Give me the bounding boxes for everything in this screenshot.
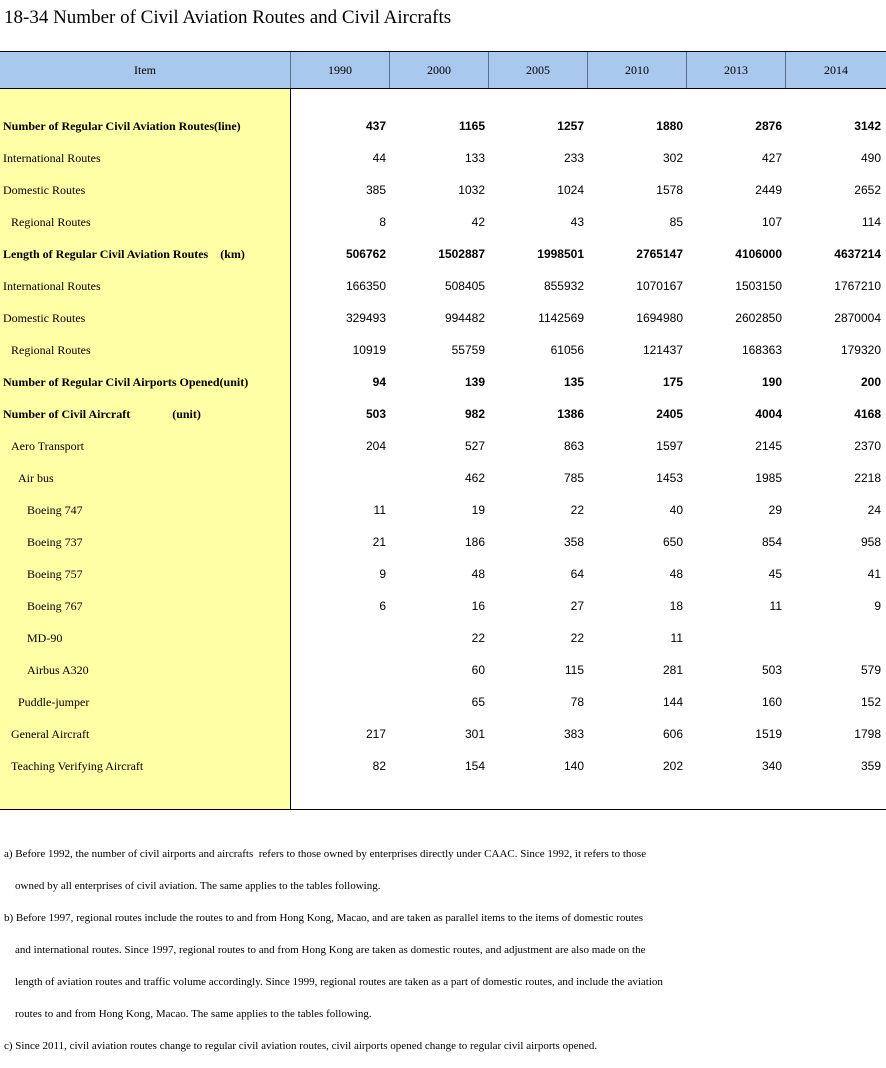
row-label: Boeing 747 (27, 503, 83, 517)
table-row (0, 142, 886, 174)
footnote-line: owned by all enterprises of civil aviation. The same applies to the tables following. (4, 880, 381, 892)
table-cell: 301 (464, 727, 485, 741)
table-row (0, 462, 886, 494)
table-cell: 27 (570, 599, 584, 613)
row-label: General Aircraft (11, 727, 90, 741)
table-cell: 462 (464, 471, 485, 485)
row-label: Domestic Routes (3, 183, 86, 197)
table-cell: 11 (769, 599, 782, 613)
table-cell: 385 (365, 183, 386, 197)
table-row (0, 686, 886, 718)
table-cell: 1519 (755, 727, 782, 741)
data-table (0, 51, 886, 773)
row-label: Puddle-jumper (18, 695, 90, 709)
table-cell: 650 (662, 535, 683, 549)
table-row (0, 334, 886, 366)
table-row (0, 558, 886, 590)
table-cell: 140 (563, 759, 584, 773)
table-cell: 1694980 (636, 311, 683, 325)
table-cell: 2145 (755, 439, 782, 453)
table-cell: 11 (670, 631, 683, 645)
table-cell: 503 (365, 407, 386, 421)
footnote-line: b) Before 1997, regional routes include the routes to and from Hong Kong, Macao, and are taken as parallel items to the items of domestic routes (4, 912, 644, 924)
table-cell: 144 (662, 695, 683, 709)
row-label: Number of Regular Civil Airports Opened(unit) (3, 375, 249, 389)
table-cell: 437 (365, 119, 386, 133)
row-label: Teaching Verifying Aircraft (11, 759, 144, 773)
table-cell: 863 (563, 439, 584, 453)
table-cell: 1767210 (834, 279, 881, 293)
table-row (0, 750, 886, 782)
table-cell: 179320 (840, 343, 881, 357)
table-row (0, 238, 886, 270)
row-label: Number of Regular Civil Aviation Routes(line) (3, 119, 241, 133)
table-cell: 982 (464, 407, 485, 421)
row-label: Boeing 767 (27, 599, 83, 613)
table-row (0, 590, 886, 622)
table-cell: 1257 (557, 119, 584, 133)
table-row (0, 526, 886, 558)
table-cell: 48 (669, 567, 683, 581)
page-title: 18-34 Number of Civil Aviation Routes and Civil Aircrafts (4, 7, 452, 28)
table-cell: 2602850 (735, 311, 782, 325)
row-label: Regional Routes (11, 343, 91, 357)
table-cell: 154 (464, 759, 485, 773)
table-cell: 22 (471, 631, 485, 645)
table-cell: 1985 (755, 471, 782, 485)
table-row (0, 366, 886, 398)
table-cell: 302 (662, 151, 683, 165)
table-cell: 508405 (444, 279, 485, 293)
table-cell: 383 (563, 727, 584, 741)
table-cell: 506762 (345, 247, 386, 261)
table-cell: 202 (662, 759, 683, 773)
table-cell: 994482 (444, 311, 485, 325)
table-header (0, 51, 886, 89)
table-cell: 3142 (854, 119, 881, 133)
table-row (0, 302, 886, 334)
table-cell: 427 (761, 151, 782, 165)
table-cell: 10919 (352, 343, 386, 357)
table-cell: 41 (867, 567, 881, 581)
table-cell: 82 (372, 759, 386, 773)
footnote-line: routes to and from Hong Kong, Macao. The same applies to the tables following. (4, 1008, 372, 1020)
row-label: Boeing 737 (27, 535, 83, 549)
table-cell: 2449 (755, 183, 782, 197)
table-cell: 61056 (550, 343, 584, 357)
row-label: Number of Civil Aircraft (unit) (3, 407, 201, 421)
table-cell: 359 (860, 759, 881, 773)
table-cell: 18 (669, 599, 683, 613)
table-cell: 186 (464, 535, 485, 549)
table-cell: 4004 (755, 407, 782, 421)
header-item: Item (0, 52, 291, 88)
table-cell: 1142569 (538, 311, 584, 325)
table-cell: 1024 (557, 183, 584, 197)
table-row (0, 718, 886, 750)
table-cell: 8 (379, 215, 386, 229)
table-cell: 29 (768, 503, 782, 517)
header-year: 2013 (687, 52, 786, 88)
footnote-line: and international routes. Since 1997, regional routes to and from Hong Kong are taken as domestic routes, and adjustment are also made on the (4, 944, 646, 956)
table-cell: 152 (860, 695, 881, 709)
table-cell: 168363 (741, 343, 782, 357)
table-cell: 204 (365, 439, 386, 453)
table-cell: 2652 (854, 183, 881, 197)
table-row (0, 174, 886, 206)
table-cell: 1597 (656, 439, 683, 453)
table-cell: 133 (464, 151, 485, 165)
table-row (0, 622, 886, 654)
table-cell: 503 (761, 663, 782, 677)
table-cell: 855932 (543, 279, 584, 293)
table-cell: 1578 (656, 183, 683, 197)
table-cell: 11 (373, 503, 386, 517)
row-label: International Routes (3, 279, 101, 293)
table-cell: 107 (761, 215, 782, 229)
table-cell: 2405 (656, 407, 683, 421)
table-cell: 1880 (656, 119, 683, 133)
table-cell: 94 (372, 375, 386, 389)
table-cell: 9 (379, 567, 386, 581)
table-row (0, 270, 886, 302)
table-cell: 281 (662, 663, 683, 677)
table-cell: 4168 (854, 407, 881, 421)
table-cell: 854 (761, 535, 782, 549)
table-cell: 19 (471, 503, 485, 517)
table-cell: 785 (563, 471, 584, 485)
table-cell: 42 (471, 215, 485, 229)
table-cell: 4106000 (735, 247, 782, 261)
table-cell: 9 (874, 599, 881, 613)
table-cell: 1032 (458, 183, 485, 197)
table-cell: 43 (570, 215, 584, 229)
table-row (0, 110, 886, 142)
table-row (0, 494, 886, 526)
table-cell: 2870004 (834, 311, 881, 325)
table-cell: 44 (372, 151, 386, 165)
table-cell: 2876 (755, 119, 782, 133)
table-cell: 233 (563, 151, 584, 165)
header-year: 2005 (489, 52, 588, 88)
table-cell: 1798 (854, 727, 881, 741)
row-label: Length of Regular Civil Aviation Routes (km) (3, 247, 245, 261)
table-cell: 121437 (642, 343, 683, 357)
table-cell: 1453 (656, 471, 683, 485)
row-label: Regional Routes (11, 215, 91, 229)
table-cell: 60 (471, 663, 485, 677)
table-cell: 2765147 (636, 247, 683, 261)
table-row (0, 654, 886, 686)
table-cell: 579 (860, 663, 881, 677)
row-label: Aero Transport (11, 439, 85, 453)
table-cell: 139 (464, 375, 485, 389)
table-cell: 490 (860, 151, 881, 165)
table-cell: 175 (662, 375, 683, 389)
table-row (0, 398, 886, 430)
table-cell: 115 (564, 663, 584, 677)
row-label: Boeing 757 (27, 567, 83, 581)
table-cell: 527 (464, 439, 485, 453)
row-label: International Routes (3, 151, 101, 165)
table-cell: 166350 (345, 279, 386, 293)
table-cell: 190 (761, 375, 782, 389)
table-cell: 45 (768, 567, 782, 581)
footnote-line: c) Since 2011, civil aviation routes change to regular civil aviation routes, civil airports opened change to regular civil airports opened. (4, 1040, 598, 1052)
table-cell: 48 (471, 567, 485, 581)
footnote-line: a) Before 1992, the number of civil airports and aircrafts refers to those owned by enterprises directly under CAAC. Since 1992, it refers to those (4, 848, 647, 860)
row-label: Air bus (18, 471, 54, 485)
table-cell: 217 (365, 727, 386, 741)
table-cell: 606 (662, 727, 683, 741)
table-body (0, 89, 886, 810)
table-row (0, 430, 886, 462)
table-cell: 135 (563, 375, 584, 389)
table-cell: 24 (867, 503, 881, 517)
table-cell: 340 (761, 759, 782, 773)
table-cell: 358 (563, 535, 584, 549)
table-cell: 160 (761, 695, 782, 709)
table-cell: 1503150 (735, 279, 782, 293)
header-year: 2010 (588, 52, 687, 88)
footnote-line: length of aviation routes and traffic volume accordingly. Since 1999, regional routes are taken as a part of domestic routes, and include the aviation (4, 976, 663, 988)
table-cell: 1502887 (438, 247, 485, 261)
header-year: 2000 (390, 52, 489, 88)
table-cell: 65 (471, 695, 485, 709)
header-year: 2014 (824, 63, 848, 77)
table-row (0, 206, 886, 238)
table-cell: 114 (861, 215, 881, 229)
table-cell: 78 (570, 695, 584, 709)
table-cell: 16 (471, 599, 485, 613)
table-cell: 1386 (557, 407, 584, 421)
table-cell: 64 (570, 567, 584, 581)
table-cell: 4637214 (834, 247, 881, 261)
table-cell: 958 (860, 535, 881, 549)
header-year: 1990 (291, 52, 390, 88)
table-cell: 22 (570, 631, 584, 645)
table-cell: 1998501 (537, 247, 584, 261)
table-cell: 85 (669, 215, 683, 229)
row-label: Airbus A320 (27, 663, 89, 677)
table-cell: 21 (372, 535, 386, 549)
table-cell: 55759 (451, 343, 485, 357)
table-cell: 6 (379, 599, 386, 613)
table-cell: 329493 (345, 311, 386, 325)
table-cell: 22 (570, 503, 584, 517)
table-cell: 1070167 (636, 279, 683, 293)
table-cell: 200 (860, 375, 881, 389)
table-cell: 1165 (458, 119, 485, 133)
table-cell: 2370 (854, 439, 881, 453)
table-cell: 40 (669, 503, 683, 517)
row-label: Domestic Routes (3, 311, 86, 325)
table-cell: 2218 (854, 471, 881, 485)
row-label: MD-90 (27, 631, 63, 645)
